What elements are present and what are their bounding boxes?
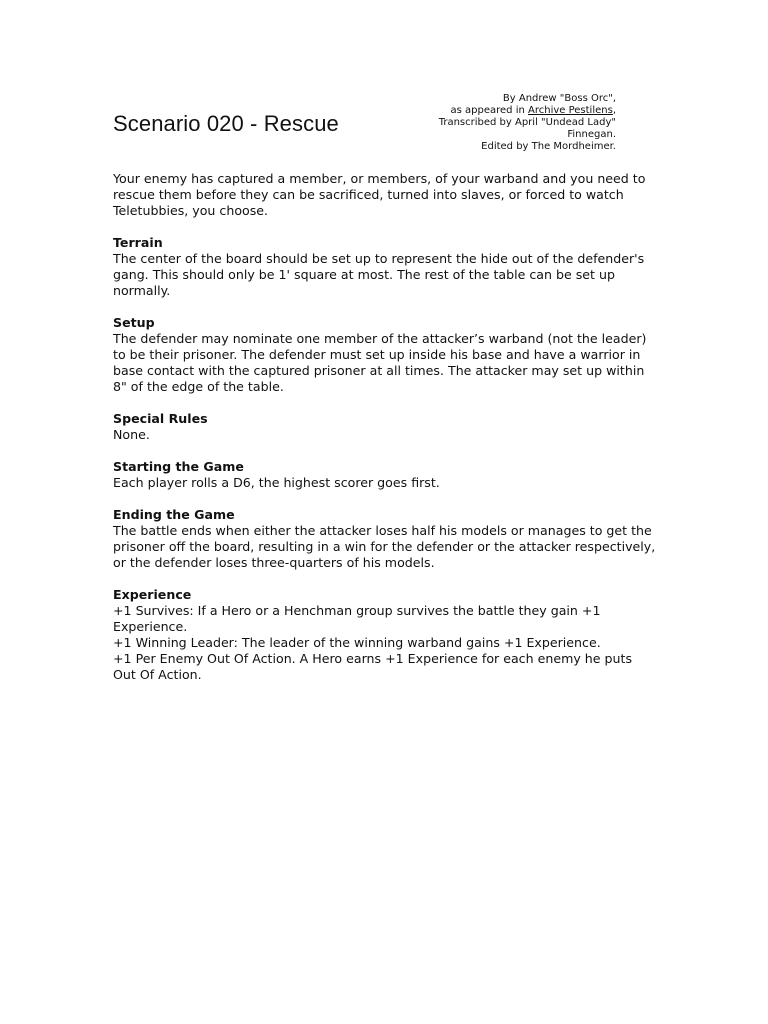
section-terrain bbox=[113, 235, 658, 299]
section-heading: Setup bbox=[113, 315, 155, 330]
section-text: None. bbox=[113, 427, 150, 442]
section-heading: Starting the Game bbox=[113, 459, 244, 474]
page-title: Scenario 020 - Rescue bbox=[113, 111, 339, 136]
credits-block bbox=[433, 93, 616, 153]
section-heading: Experience bbox=[113, 587, 192, 602]
intro-paragraph: Your enemy has captured a member, or members, of your warband and you need to rescue them before they can be sacrificed, turned into slaves, or forced to watch Teletubbies, you choose. bbox=[113, 171, 646, 218]
document-body bbox=[113, 171, 658, 683]
section-starting-the-game bbox=[113, 459, 658, 491]
section-text: The defender may nominate one member of the attacker’s warband (not the leader) to be their prisoner. The defender must set up inside his base and have a warrior in base contact with the captured prisoner at all times. The attacker may set up within 8" of the edge of the table. bbox=[113, 331, 647, 394]
experience-winning-leader: +1 Winning Leader: The leader of the winning warband gains +1 Experience. bbox=[113, 635, 601, 650]
credit-transcriber: Transcribed by April "Undead Lady" bbox=[438, 117, 616, 128]
section-special-rules bbox=[113, 411, 658, 443]
credit-appeared bbox=[433, 105, 616, 117]
section-experience bbox=[113, 587, 658, 683]
section-text: Each player rolls a D6, the highest scorer goes first. bbox=[113, 475, 440, 490]
experience-survives: +1 Survives: If a Hero or a Henchman group survives the battle they gain +1 Experience. bbox=[113, 603, 601, 634]
credit-editor: Edited by The Mordheimer. bbox=[481, 141, 616, 152]
archive-pestilens-link[interactable]: Archive Pestilens bbox=[528, 105, 613, 116]
section-heading: Ending the Game bbox=[113, 507, 235, 522]
section-setup bbox=[113, 315, 658, 395]
experience-per-enemy: +1 Per Enemy Out Of Action. A Hero earns +1 Experience for each enemy he puts Out Of Action. bbox=[113, 651, 633, 682]
document-page bbox=[113, 0, 658, 1024]
credit-appeared-prefix: as appeared in bbox=[450, 105, 528, 116]
credit-transcriber-cont: Finnegan. bbox=[567, 129, 616, 140]
section-heading: Special Rules bbox=[113, 411, 208, 426]
section-ending-the-game bbox=[113, 507, 658, 571]
section-text: The battle ends when either the attacker loses half his models or manages to get the prisoner off the board, resulting in a win for the defender or the attacker respectively, or the defender loses three-quarters of his models. bbox=[113, 523, 656, 570]
section-text: The center of the board should be set up to represent the hide out of the defender's gang. This should only be 1' square at most. The rest of the table can be set up normally. bbox=[113, 251, 645, 298]
credit-author: By Andrew "Boss Orc", bbox=[502, 93, 616, 104]
credit-appeared-suffix: , bbox=[612, 105, 616, 116]
section-heading: Terrain bbox=[113, 235, 163, 250]
